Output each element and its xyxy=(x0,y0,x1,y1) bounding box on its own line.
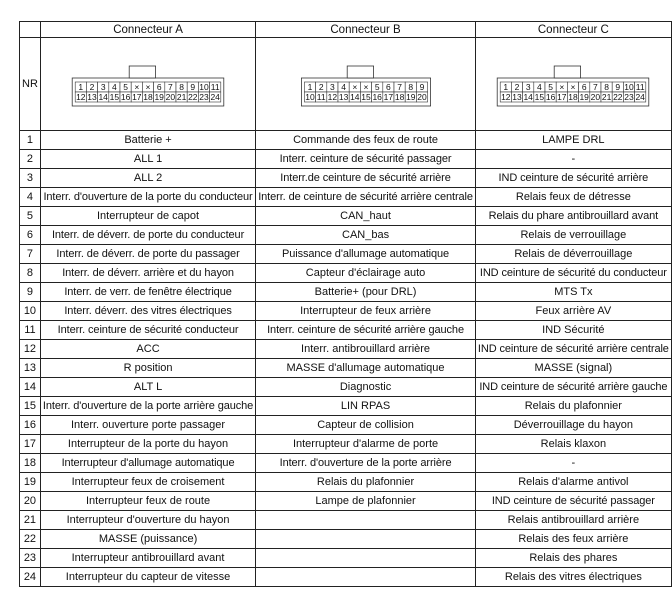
connector-pin-label: 6 xyxy=(582,82,587,92)
connector-pin-label: 12 xyxy=(76,92,86,102)
connector-a-pin: Interrupteur antibrouillard avant xyxy=(40,549,255,568)
pin-number: 10 xyxy=(20,302,41,321)
connector-b-pin: Capteur d'éclairage auto xyxy=(256,264,476,283)
connector-pin-label: 14 xyxy=(523,92,534,102)
connector-b-pin: Capteur de collision xyxy=(256,416,476,435)
connector-pin-label: × xyxy=(145,82,151,92)
connector-pin-label: 8 xyxy=(604,82,610,92)
pin-number: 24 xyxy=(20,568,41,587)
connector-pin-label: 24 xyxy=(210,92,220,102)
connector-pin-label: 1 xyxy=(503,82,509,92)
connector-c-pin: LAMPE DRL xyxy=(475,131,671,150)
connector-pin-label: 4 xyxy=(537,82,543,92)
connector-pin-label: 19 xyxy=(579,92,590,102)
connector-pin-label: 22 xyxy=(613,92,623,102)
connector-b-pin: Interrupteur de feux arrière xyxy=(256,302,476,321)
connector-a-diagram xyxy=(63,54,233,114)
connector-pin-label: 12 xyxy=(327,92,337,102)
connector-c-pin: Relais d'alarme antivol xyxy=(475,473,671,492)
connector-c-pin: Relais de déverrouillage xyxy=(475,245,671,264)
connector-pin-label: 16 xyxy=(371,92,382,102)
connector-a-pin: Interr. de verr. de fenêtre électrique xyxy=(40,283,255,302)
connector-pin-label: × xyxy=(134,82,140,92)
connector-c-pin: IND ceinture de sécurité arrière centrale xyxy=(475,340,671,359)
pin-row xyxy=(20,492,672,511)
connector-c-diagram-cell xyxy=(475,38,671,131)
connector-b-diagram xyxy=(291,54,441,114)
connector-a-pin: R position xyxy=(40,359,255,378)
pin-number: 4 xyxy=(20,188,41,207)
connector-a-pin: Interr. de déverr. de porte du passager xyxy=(40,245,255,264)
connector-b-pin xyxy=(256,511,476,530)
connector-pin-label: × xyxy=(559,82,565,92)
pin-row xyxy=(20,207,672,226)
connector-pin-label: 23 xyxy=(624,92,635,102)
connector-pin-label: 5 xyxy=(123,82,128,92)
connector-c-pin: IND ceinture de sécurité arrière gauche xyxy=(475,378,671,397)
pin-row xyxy=(20,150,672,169)
connector-a-pin: Interrupteur feux de route xyxy=(40,492,255,511)
connector-a-pin: Interr. ceinture de sécurité conducteur xyxy=(40,321,255,340)
connector-b-pin: CAN_haut xyxy=(256,207,476,226)
pin-number: 2 xyxy=(20,150,41,169)
connector-pin-label: 11 xyxy=(636,82,645,92)
connector-a-pin: Interrupteur d'ouverture du hayon xyxy=(40,511,255,530)
connector-pin-label: 3 xyxy=(329,82,335,92)
connector-a-pin: Interr. d'ouverture de la porte arrière gauche xyxy=(40,397,255,416)
connector-a-pin: Interr. déverr. des vitres électriques xyxy=(40,302,255,321)
connector-pin-label: × xyxy=(570,82,576,92)
pin-number: 6 xyxy=(20,226,41,245)
pin-row xyxy=(20,188,672,207)
pin-row xyxy=(20,511,672,530)
pin-row xyxy=(20,321,672,340)
connector-a-pin: ACC xyxy=(40,340,255,359)
pin-number: 7 xyxy=(20,245,41,264)
connector-b-pin: LIN RPAS xyxy=(256,397,476,416)
connector-pin-label: 2 xyxy=(89,82,95,92)
connector-pin-label: 9 xyxy=(615,82,621,92)
pin-number: 8 xyxy=(20,264,41,283)
connector-a-diagram-cell xyxy=(40,38,255,131)
pin-number: 12 xyxy=(20,340,41,359)
pin-number: 13 xyxy=(20,359,41,378)
connector-pin-label: 3 xyxy=(100,82,106,92)
connector-c-pin: Relais du phare antibrouillard avant xyxy=(475,207,671,226)
connector-a-pin: ALT L xyxy=(40,378,255,397)
connector-b-pin: Lampe de plafonnier xyxy=(256,492,476,511)
connector-pin-label: 10 xyxy=(624,82,635,92)
connector-pin-label: 24 xyxy=(635,92,646,102)
connector-pin-label: 21 xyxy=(176,92,187,102)
pinout-rows xyxy=(20,131,672,587)
connector-pin-label: 23 xyxy=(199,92,209,102)
pin-row xyxy=(20,340,672,359)
connector-c-pin: - xyxy=(475,150,671,169)
connector-b-pin: Puissance d'allumage automatique xyxy=(256,245,476,264)
connector-latch xyxy=(347,66,373,78)
pin-row xyxy=(20,131,672,150)
connector-c-pin: IND ceinture de sécurité du conducteur xyxy=(475,264,671,283)
pin-number: 5 xyxy=(20,207,41,226)
connector-pin-label: 11 xyxy=(210,82,220,92)
connector-pin-label: 16 xyxy=(120,92,131,102)
pin-number: 9 xyxy=(20,283,41,302)
pin-number: 17 xyxy=(20,435,41,454)
connector-pin-label: 13 xyxy=(512,92,523,102)
pin-number: 20 xyxy=(20,492,41,511)
pin-row xyxy=(20,416,672,435)
connector-b-pin: Interr. d'ouverture de la porte arrière xyxy=(256,454,476,473)
pin-row xyxy=(20,530,672,549)
connector-a-pin: Interrupteur de capot xyxy=(40,207,255,226)
pin-number: 14 xyxy=(20,378,41,397)
connector-pin-label: 7 xyxy=(168,82,173,92)
connector-pin-label: 9 xyxy=(190,82,196,92)
pinout-table-wrapper xyxy=(19,21,672,587)
connector-pin-label: 10 xyxy=(199,82,209,92)
connector-pin-label: 1 xyxy=(78,82,84,92)
connector-pin-label: 6 xyxy=(385,82,391,92)
connector-pin-label: 4 xyxy=(112,82,117,92)
connector-c-diagram xyxy=(498,54,648,114)
pin-number: 22 xyxy=(20,530,41,549)
connector-b-pin: Diagnostic xyxy=(256,378,476,397)
connector-a-pin: ALL 2 xyxy=(40,169,255,188)
connector-b-pin: Batterie+ (pour DRL) xyxy=(256,283,476,302)
connector-b-diagram-cell xyxy=(256,38,476,131)
connector-pin-label: 15 xyxy=(535,92,545,102)
connector-diagram-row xyxy=(20,38,672,131)
connector-c-pin: Relais des vitres électriques xyxy=(475,568,671,587)
connector-c-pin: Relais feux de détresse xyxy=(475,188,671,207)
connector-pin-label: 20 xyxy=(416,92,427,102)
pin-row xyxy=(20,359,672,378)
connector-pin-label: 19 xyxy=(405,92,416,102)
nr-label: NR xyxy=(20,38,41,131)
connector-pin-label: 4 xyxy=(340,82,346,92)
pinout-table xyxy=(19,21,672,587)
connector-pin-label: 15 xyxy=(360,92,371,102)
pin-row xyxy=(20,226,672,245)
connector-pin-label: 18 xyxy=(394,92,404,102)
connector-pin-label: 15 xyxy=(109,92,120,102)
connector-b-pin: Commande des feux de route xyxy=(256,131,476,150)
connector-pin-label: 20 xyxy=(591,92,601,102)
connector-b-pin: Interr. ceinture de sécurité passager xyxy=(256,150,476,169)
connector-pin-label: 6 xyxy=(156,82,162,92)
pin-number: 16 xyxy=(20,416,41,435)
pin-row xyxy=(20,264,672,283)
connector-pin-label: 18 xyxy=(143,92,153,102)
header-row xyxy=(20,22,672,38)
connector-a-pin: ALL 1 xyxy=(40,150,255,169)
connector-c-pin: - xyxy=(475,454,671,473)
connector-a-pin: Interrupteur feux de croisement xyxy=(40,473,255,492)
connector-pin-label: 17 xyxy=(132,92,142,102)
connector-c-pin: IND Sécurité xyxy=(475,321,671,340)
connector-a-pin: MASSE (puissance) xyxy=(40,530,255,549)
connector-b-pin: Interr. ceinture de sécurité arrière gauche xyxy=(256,321,476,340)
pin-number: 18 xyxy=(20,454,41,473)
pin-number: 23 xyxy=(20,549,41,568)
connector-pin-label: 8 xyxy=(179,82,184,92)
connector-c-pin: Relais des feux arrière xyxy=(475,530,671,549)
connector-c-pin: IND ceinture de sécurité passager xyxy=(475,492,671,511)
connector-c-pin: Déverrouillage du hayon xyxy=(475,416,671,435)
connector-pin-label: 7 xyxy=(593,82,599,92)
pin-number: 11 xyxy=(20,321,41,340)
connector-pin-label: 2 xyxy=(318,82,324,92)
connector-pin-label: 17 xyxy=(383,92,393,102)
connector-a-pin: Interr. de déverr. de porte du conducteur xyxy=(40,226,255,245)
connector-b-pin: Interr. antibrouillard arrière xyxy=(256,340,476,359)
connector-pin-label: 13 xyxy=(338,92,348,102)
connector-pin-label: 22 xyxy=(188,92,198,102)
pin-number: 19 xyxy=(20,473,41,492)
connector-pin-label: 5 xyxy=(374,82,380,92)
connector-pin-label: 14 xyxy=(349,92,360,102)
header-connector-a: Connecteur A xyxy=(40,22,255,38)
pin-row xyxy=(20,245,672,264)
connector-a-pin: Interrupteur du capteur de vitesse xyxy=(40,568,255,587)
connector-b-pin: MASSE d'allumage automatique xyxy=(256,359,476,378)
pin-row xyxy=(20,454,672,473)
connector-a-pin: Interr. ouverture porte passager xyxy=(40,416,255,435)
connector-b-pin xyxy=(256,549,476,568)
connector-pin-label: 18 xyxy=(568,92,579,102)
header-connector-b: Connecteur B xyxy=(256,22,476,38)
pin-row xyxy=(20,568,672,587)
connector-pin-label: 16 xyxy=(546,92,556,102)
connector-pin-label: 1 xyxy=(307,82,312,92)
header-connector-c: Connecteur C xyxy=(475,22,671,38)
connector-pin-label: × xyxy=(363,82,369,92)
pin-row xyxy=(20,473,672,492)
connector-c-pin: Relais du plafonnier xyxy=(475,397,671,416)
connector-a-pin: Interrupteur de la porte du hayon xyxy=(40,435,255,454)
connector-c-pin: MTS Tx xyxy=(475,283,671,302)
connector-b-pin: Relais du plafonnier xyxy=(256,473,476,492)
pin-number: 3 xyxy=(20,169,41,188)
connector-pin-label: 9 xyxy=(419,82,424,92)
connector-pin-label: 10 xyxy=(304,92,315,102)
connector-c-pin: Feux arrière AV xyxy=(475,302,671,321)
connector-pin-label: 17 xyxy=(557,92,567,102)
connector-a-pin: Interr. de déverr. arrière et du hayon xyxy=(40,264,255,283)
connector-pin-label: 2 xyxy=(514,82,520,92)
connector-c-pin: IND ceinture de sécurité arrière xyxy=(475,169,671,188)
connector-b-pin xyxy=(256,568,476,587)
connector-b-pin: Interr.de ceinture de sécurité arrière xyxy=(256,169,476,188)
connector-c-pin: Relais antibrouillard arrière xyxy=(475,511,671,530)
connector-pin-label: 13 xyxy=(87,92,97,102)
pin-number: 1 xyxy=(20,131,41,150)
connector-a-pin: Interr. d'ouverture de la porte du conducteur xyxy=(40,188,255,207)
pin-row xyxy=(20,169,672,188)
connector-pin-label: 3 xyxy=(526,82,531,92)
pin-row xyxy=(20,549,672,568)
connector-b-pin xyxy=(256,530,476,549)
connector-pin-label: 5 xyxy=(548,82,554,92)
connector-latch xyxy=(129,66,155,78)
pin-row xyxy=(20,283,672,302)
connector-c-pin: Relais des phares xyxy=(475,549,671,568)
pin-row xyxy=(20,435,672,454)
connector-pin-label: × xyxy=(351,82,357,92)
connector-pin-label: 8 xyxy=(407,82,413,92)
pin-number: 21 xyxy=(20,511,41,530)
connector-pin-label: 11 xyxy=(316,92,326,102)
pin-row xyxy=(20,302,672,321)
connector-a-pin: Batterie + xyxy=(40,131,255,150)
connector-pin-label: 21 xyxy=(602,92,612,102)
pin-row xyxy=(20,397,672,416)
connector-b-pin: CAN_bas xyxy=(256,226,476,245)
connector-pin-label: 14 xyxy=(98,92,108,102)
connector-c-pin: Relais de verrouillage xyxy=(475,226,671,245)
pin-number: 15 xyxy=(20,397,41,416)
connector-c-pin: MASSE (signal) xyxy=(475,359,671,378)
connector-b-pin: Interrupteur d'alarme de porte xyxy=(256,435,476,454)
pin-row xyxy=(20,378,672,397)
header-blank xyxy=(20,22,41,38)
connector-latch xyxy=(555,66,581,78)
connector-pin-label: 7 xyxy=(396,82,402,92)
connector-b-pin: Interr. de ceinture de sécurité arrière centrale xyxy=(256,188,476,207)
connector-pin-label: 20 xyxy=(165,92,176,102)
connector-pin-label: 19 xyxy=(154,92,164,102)
connector-c-pin: Relais klaxon xyxy=(475,435,671,454)
connector-pin-label: 12 xyxy=(501,92,511,102)
connector-a-pin: Interrupteur d'allumage automatique xyxy=(40,454,255,473)
